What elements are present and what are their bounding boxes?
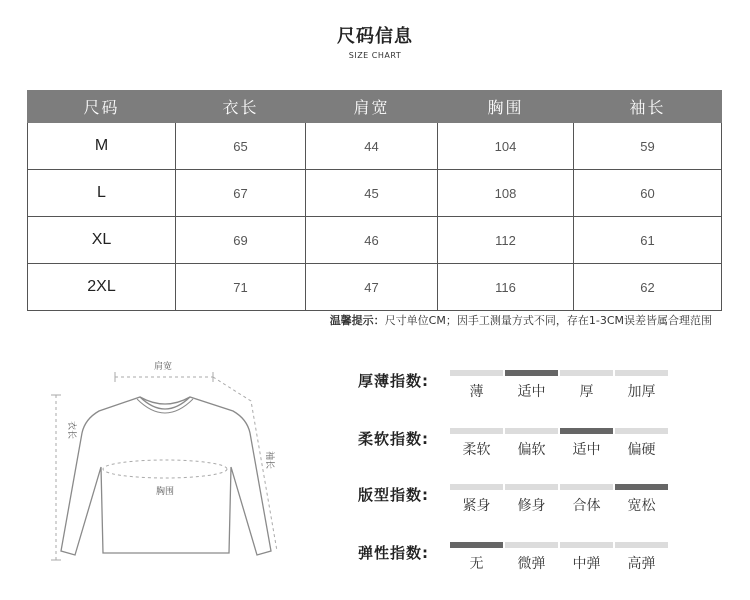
index-bar — [505, 370, 558, 376]
measurement-tip — [330, 312, 712, 328]
index-option — [450, 370, 503, 401]
table-row — [28, 170, 722, 217]
size-cell: M — [28, 123, 176, 170]
index-option — [615, 428, 668, 459]
table-cell: 59 — [574, 123, 722, 170]
index-option — [560, 542, 613, 573]
index-option-label: 合体 — [572, 498, 601, 514]
index-label: 版型指数: — [358, 486, 429, 504]
index-option-label: 高弹 — [627, 556, 656, 572]
index-row-elasticity — [358, 542, 688, 582]
index-row-thickness — [358, 370, 688, 410]
index-option — [450, 428, 503, 459]
table-cell: 104 — [438, 123, 574, 170]
index-bar — [505, 542, 558, 548]
table-cell: 44 — [306, 123, 438, 170]
index-option — [560, 428, 613, 459]
index-bar — [560, 370, 613, 376]
table-cell: 62 — [574, 264, 722, 311]
index-option-label: 偏软 — [517, 442, 546, 458]
label-length: 衣长 — [66, 421, 76, 440]
page-title: 尺码信息 — [337, 26, 413, 47]
index-bar — [450, 542, 503, 548]
table-cell: 116 — [438, 264, 574, 311]
index-bar — [450, 370, 503, 376]
col-header-size: 尺码 — [28, 91, 176, 123]
table-cell: 112 — [438, 217, 574, 264]
index-option — [450, 542, 503, 573]
table-header-row — [28, 91, 722, 123]
sweater-outline — [61, 397, 271, 555]
size-cell: XL — [28, 217, 176, 264]
table-cell: 61 — [574, 217, 722, 264]
index-row-softness — [358, 428, 688, 468]
index-bar — [450, 484, 503, 490]
index-option — [560, 484, 613, 515]
index-option — [560, 370, 613, 401]
table-cell: 67 — [176, 170, 306, 217]
index-option-label: 柔软 — [462, 442, 491, 458]
table-cell: 108 — [438, 170, 574, 217]
table-cell: 45 — [306, 170, 438, 217]
index-option — [505, 428, 558, 459]
index-option-label: 偏硬 — [627, 442, 656, 458]
index-option-label: 修身 — [517, 498, 546, 514]
label-chest: 胸围 — [155, 487, 175, 497]
table-cell: 69 — [176, 217, 306, 264]
table-cell: 46 — [306, 217, 438, 264]
label-sleeve: 袖长 — [264, 451, 274, 470]
tip-label: 温馨提示： — [329, 314, 385, 327]
index-option-label: 宽松 — [627, 498, 656, 514]
index-option-label: 微弹 — [517, 556, 546, 572]
index-label: 厚薄指数: — [358, 372, 429, 390]
index-option-label: 无 — [469, 556, 484, 572]
index-row-fit — [358, 484, 688, 524]
table-cell: 60 — [574, 170, 722, 217]
tip-text: 尺寸单位CM；因手工测量方式不同，存在1-3CM误差皆属合理范围 — [384, 314, 712, 327]
index-bar — [615, 542, 668, 548]
index-bar — [615, 428, 668, 434]
index-bar — [560, 484, 613, 490]
index-bar — [615, 370, 668, 376]
index-option — [615, 484, 668, 515]
garment-diagram — [45, 355, 285, 585]
col-header-length: 衣长 — [176, 91, 306, 123]
index-option — [505, 484, 558, 515]
size-cell: L — [28, 170, 176, 217]
table-cell: 47 — [306, 264, 438, 311]
col-header-shoulder: 肩宽 — [306, 91, 438, 123]
index-option-label: 紧身 — [462, 498, 491, 514]
index-bar — [505, 484, 558, 490]
index-bar — [560, 428, 613, 434]
table-row — [28, 217, 722, 264]
table-cell: 65 — [176, 123, 306, 170]
index-option — [615, 370, 668, 401]
index-bar — [615, 484, 668, 490]
size-cell: 2XL — [28, 264, 176, 311]
index-option — [505, 542, 558, 573]
index-option-label: 厚 — [579, 384, 594, 400]
index-option — [505, 370, 558, 401]
col-header-sleeve: 袖长 — [574, 91, 722, 123]
label-shoulder: 肩宽 — [153, 362, 173, 372]
index-option-label: 适中 — [517, 384, 546, 400]
col-header-chest: 胸围 — [438, 91, 574, 123]
page-subtitle: SIZE CHART — [348, 51, 402, 60]
index-option-label: 适中 — [572, 442, 601, 458]
index-option — [615, 542, 668, 573]
table-row — [28, 123, 722, 170]
table-cell: 71 — [176, 264, 306, 311]
index-label: 弹性指数: — [358, 544, 429, 562]
index-label: 柔软指数: — [358, 430, 429, 448]
index-bar — [560, 542, 613, 548]
size-table — [27, 90, 722, 311]
index-bar — [505, 428, 558, 434]
index-bar — [450, 428, 503, 434]
index-option-label: 中弹 — [572, 556, 601, 572]
chest-measure-line — [103, 460, 227, 478]
index-option-label: 薄 — [469, 384, 484, 400]
index-option-label: 加厚 — [627, 384, 656, 400]
index-option — [450, 484, 503, 515]
table-row — [28, 264, 722, 311]
